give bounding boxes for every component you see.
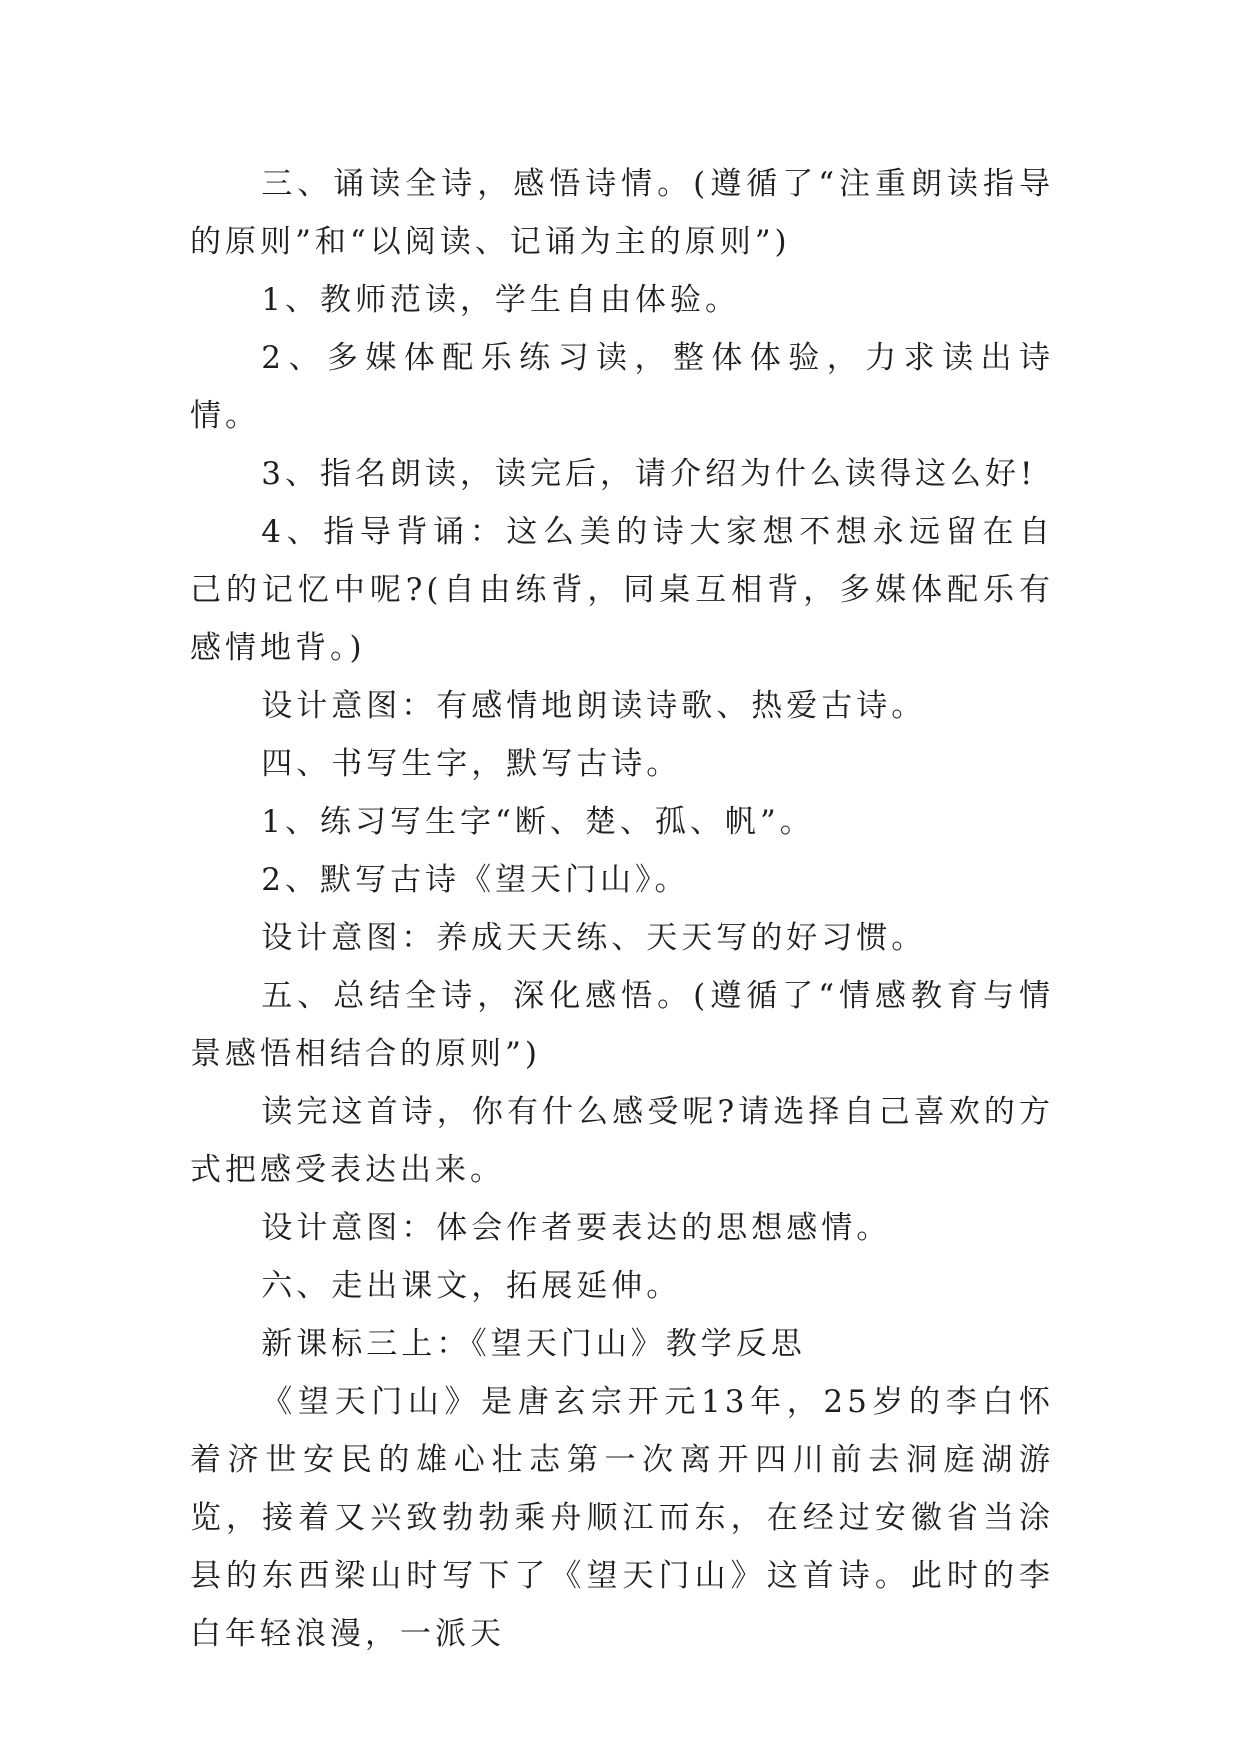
step-item-4: 4、指导背诵：这么美的诗大家想不想永远留在自己的记忆中呢?(自由练背，同桌互相背，多媒体配乐有感情地背。) xyxy=(190,514,1054,666)
design-intent-1: 设计意图：有感情地朗读诗歌、热爱古诗。 xyxy=(261,688,927,724)
section-three-heading: 三、诵读全诗，感悟诗情。(遵循了“注重朗读指导的原则”和“以阅读、记诵为主的原则”) xyxy=(190,166,1054,260)
section-four-heading: 四、书写生字，默写古诗。 xyxy=(261,746,682,782)
step-item-2: 2、多媒体配乐练习读，整体体验，力求读出诗情。 xyxy=(190,340,1054,434)
step-item-1: 1、教师范读，学生自由体验。 xyxy=(261,282,741,318)
write-item-2: 2、默写古诗《望天门山》。 xyxy=(261,862,690,898)
reflection-body: 《望天门山》是唐玄宗开元13年，25岁的李白怀着济世安民的雄心壮志第一次离开四川前去洞庭湖游览，接着又兴致勃勃乘舟顺江而东，在经过安徽省当涂县的东西梁山时写下了《望天门山》这首诗。此时的李白年轻浪漫，一派天 xyxy=(190,1384,1054,1652)
summary-question: 读完这首诗，你有什么感受呢?请选择自己喜欢的方式把感受表达出来。 xyxy=(190,1094,1054,1188)
reflection-title: 新课标三上：《望天门山》教学反思 xyxy=(261,1326,806,1362)
write-item-1: 1、练习写生字“断、楚、孤、帆”。 xyxy=(261,804,815,840)
design-intent-2: 设计意图：养成天天练、天天写的好习惯。 xyxy=(261,920,927,956)
section-five-heading: 五、总结全诗，深化感悟。(遵循了“情感教育与情景感悟相结合的原则”) xyxy=(190,978,1054,1072)
section-six-heading: 六、走出课文，拓展延伸。 xyxy=(261,1268,682,1304)
step-item-3: 3、指名朗读，读完后，请介绍为什么读得这么好! xyxy=(261,456,1037,492)
design-intent-3: 设计意图：体会作者要表达的思想感情。 xyxy=(261,1210,892,1246)
document-body xyxy=(190,155,1054,1663)
